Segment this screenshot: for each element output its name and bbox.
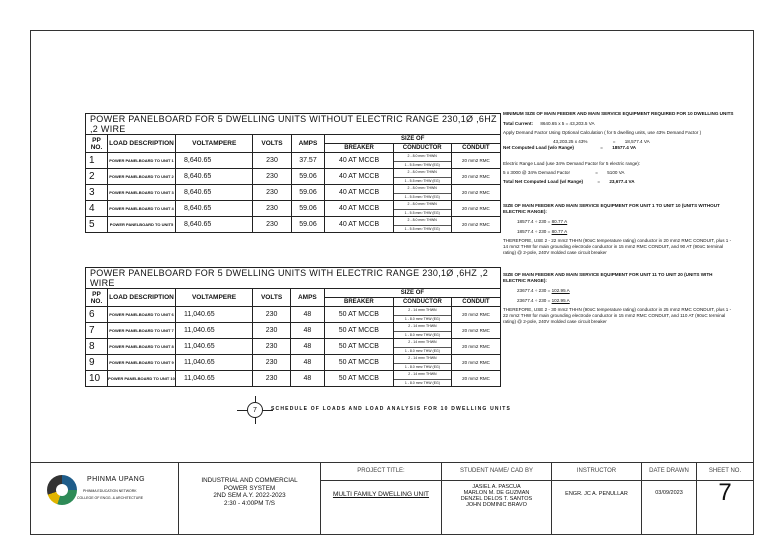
size1-calc: 18577.4 ÷ 230 = xyxy=(517,229,551,234)
breaker-value: 50 AT MCCB xyxy=(324,355,393,371)
voltampere-value: 11,040.65 xyxy=(176,371,253,387)
equals-sign: = xyxy=(595,170,598,175)
sheet-number: 7 xyxy=(718,479,732,506)
volts-value: 230 xyxy=(253,355,291,371)
amps-value: 48 xyxy=(291,323,325,339)
conductor-line: 2 - 14 mm² THWN xyxy=(408,324,437,328)
load-description: POWER PANELBOARD TO UNIT 1 xyxy=(108,153,176,169)
demand-factor-note: Apply Demand Factor Using Optional Calculation ( for 5 dwelling units, use 43% Demand Factor ) xyxy=(503,130,702,135)
volts-value: 230 xyxy=(253,201,291,217)
voltampere-value: 8,640.65 xyxy=(176,185,253,201)
load-description: POWER PANELBOARD TO UNIT 10 xyxy=(108,371,176,387)
amps-value: 48 xyxy=(291,339,325,355)
col-voltampere: VOLTAMPERE xyxy=(176,135,253,153)
conductor-line: 1 - 8.0 mm² THW (EG) xyxy=(394,347,451,355)
table-row xyxy=(86,355,501,371)
conduit-value: 20 mm2 RMC xyxy=(451,217,500,233)
conductor-line: 2 - 8.0 mm² THWN xyxy=(407,218,437,222)
pp-number: 9 xyxy=(86,355,108,371)
size2-calc: 23677.4 ÷ 230 = xyxy=(517,298,551,303)
load-description: POWER PANELBOARD TO UNIT 4 xyxy=(108,201,176,217)
instructor-name: ENGR. JC A. PENULLAR xyxy=(565,491,628,497)
amps-value: 48 xyxy=(291,307,325,323)
col-load-desc: LOAD DESCRIPTION xyxy=(108,289,176,307)
conductor-line: 2 - 14 mm² THWN xyxy=(408,356,437,360)
conduit-value: 20 mm2 RMC xyxy=(451,153,500,169)
conductor-line: 2 - 8.0 mm² THWN xyxy=(407,170,437,174)
total-net-label: Total Net Computed Load (w/ Range) xyxy=(503,179,584,184)
course-line: POWER SYSTEM xyxy=(223,484,276,492)
col-amps: AMPS xyxy=(291,135,325,153)
total-current-label: Total Current: xyxy=(503,121,534,126)
conductor-line: 2 - 14 mm² THWN xyxy=(408,372,437,376)
table-row xyxy=(86,323,501,339)
course-line: 2:30 - 4:00PM T/S xyxy=(224,499,275,507)
breaker-value: 50 AT MCCB xyxy=(324,339,393,355)
conductor-line: 1 - 5.5 mm² THW (EG) xyxy=(394,225,451,233)
drawing-sheet xyxy=(30,30,754,535)
demand-calc: 43,203.25 x 43% xyxy=(553,139,588,144)
amps-value: 37.57 xyxy=(291,153,325,169)
col-volts: VOLTS xyxy=(253,289,291,307)
conduit-value: 20 mm2 RMC xyxy=(451,185,500,201)
amps-value: 59.06 xyxy=(291,201,325,217)
table-row xyxy=(86,339,501,355)
volts-value: 230 xyxy=(253,371,291,387)
col-breaker: BREAKER xyxy=(324,298,393,307)
col-conductor: CONDUCTOR xyxy=(393,144,451,153)
size2-heading: SIZE OF MAIN FEEDER AND MAIN SERVICE EQUIPMENT FOR UNIT 11 TO UNIT 20 (UNITS WITH ELECTRIC RANGE): xyxy=(503,272,713,283)
breaker-value: 40 AT MCCB xyxy=(325,201,393,217)
size2-result: 102.95 A xyxy=(551,288,570,293)
table-row xyxy=(86,169,501,185)
table-row xyxy=(86,371,501,387)
breaker-value: 40 AT MCCB xyxy=(325,153,393,169)
table-row xyxy=(86,185,501,201)
load-description: POWER PANELBOARD TO UNIT 6 xyxy=(108,307,176,323)
load-description: POWER PANELBOARD TO UNIT5 xyxy=(108,217,176,233)
conductor-line: 1 - 8.0 mm² THW (EG) xyxy=(394,363,451,371)
col-voltampere: VOLTAMPERE xyxy=(176,289,253,307)
conductor-value xyxy=(393,355,451,371)
amps-value: 59.06 xyxy=(291,185,325,201)
col-breaker: BREAKER xyxy=(325,144,393,153)
pp-number: 4 xyxy=(86,201,108,217)
voltampere-value: 8,640.65 xyxy=(176,217,253,233)
col-pp-no: PP NO. xyxy=(86,135,108,153)
equals-sign: = xyxy=(597,179,601,184)
range-calc: 5 x 3000 @ 34% Demand Factor xyxy=(503,170,570,175)
conductor-line: 1 - 8.0 mm² THW (EG) xyxy=(394,331,451,339)
load-analysis-notes xyxy=(503,111,735,325)
amps-value: 59.06 xyxy=(291,169,325,185)
col-volts: VOLTS xyxy=(253,135,291,153)
voltampere-value: 11,040.65 xyxy=(176,339,253,355)
size1-result: 80.77 A xyxy=(551,219,568,224)
pp-number: 8 xyxy=(86,339,108,355)
conductor-value xyxy=(393,201,451,217)
size1-calc: 18577.4 ÷ 230 = xyxy=(517,219,551,224)
conductor-value xyxy=(393,307,451,323)
conductor-value xyxy=(393,185,451,201)
course-cell xyxy=(179,463,321,535)
table-row xyxy=(86,153,501,169)
caption-number-bubble: 7 xyxy=(247,402,263,418)
equals-sign: = xyxy=(612,139,616,144)
conduit-value: 20 mm2 RMC xyxy=(451,371,500,387)
voltampere-value: 8,640.65 xyxy=(176,169,253,185)
col-size-of: SIZE OF xyxy=(324,289,500,298)
load-description: POWER PANELBOARD TO UNIT 3 xyxy=(108,185,176,201)
caption-text: SCHEDULE OF LOADS AND LOAD ANALYSIS FOR 10 DWELLING UNITS xyxy=(271,406,512,412)
range-intro: Electric Range Load (use 34% Demand Factor for 5 electric range): xyxy=(503,161,641,166)
voltampere-value: 11,040.65 xyxy=(176,307,253,323)
notes-heading: MINIMUM SIZE OF MAIN FEEDER AND MAIN SERVICE EQUIPMENT REQUIRED FOR 10 DWELLING UNITS xyxy=(503,111,734,116)
breaker-value: 50 AT MCCB xyxy=(324,307,393,323)
panelboard-table-without-range xyxy=(85,113,501,233)
instructor-label: INSTRUCTOR xyxy=(576,468,617,474)
voltampere-value: 8,640.65 xyxy=(176,153,253,169)
date-label: DATE DRAWN xyxy=(649,468,689,474)
sheet-label: SHEET NO. xyxy=(708,468,742,474)
conductor-line: 1 - 8.0 mm² THW (EG) xyxy=(394,315,451,323)
school-sub2: COLLEGE OF ENGG. & ARCHITECTURE xyxy=(77,496,144,500)
pp-number: 6 xyxy=(86,307,108,323)
volts-value: 230 xyxy=(253,169,291,185)
title-block xyxy=(31,462,753,534)
size2-result: 102.95 A xyxy=(551,298,570,303)
school-logo-icon xyxy=(47,475,77,505)
instructor-cell xyxy=(552,463,642,535)
pp-number: 10 xyxy=(86,371,108,387)
breaker-value: 50 AT MCCB xyxy=(324,323,393,339)
conductor-line: 2 - 8.0 mm² THWN xyxy=(407,154,437,158)
volts-value: 230 xyxy=(253,185,291,201)
pp-number: 3 xyxy=(86,185,108,201)
col-size-of: SIZE OF xyxy=(325,135,501,144)
volts-value: 230 xyxy=(253,307,291,323)
project-cell xyxy=(321,463,442,535)
conductor-line: 2 - 8.0 mm² THWN xyxy=(407,202,437,206)
conductor-line: 2 - 14 mm² THWN xyxy=(408,308,437,312)
student-list xyxy=(442,484,551,508)
total-net-value: 23,677.4 VA xyxy=(609,179,635,184)
student-name: MARLON M. DE GUZMAN xyxy=(463,490,530,496)
volts-value: 230 xyxy=(253,339,291,355)
school-sub1: PHINMA EDUCATION NETWORK xyxy=(83,489,137,493)
course-line: INDUSTRIAL AND COMMERCIAL xyxy=(201,477,298,484)
conduit-value: 20 mm2 RMC xyxy=(451,323,500,339)
conductor-value xyxy=(393,339,451,355)
conductor-line: 1 - 5.5 mm² THW (EG) xyxy=(394,177,451,185)
amps-value: 48 xyxy=(291,355,325,371)
school-name: PHINMA UPANG xyxy=(87,476,145,483)
pp-number: 2 xyxy=(86,169,108,185)
demand-result: 18,577.4 VA xyxy=(624,139,650,144)
conduit-value: 20 mm2 RMC xyxy=(451,201,500,217)
volts-value: 230 xyxy=(253,153,291,169)
breaker-value: 40 AT MCCB xyxy=(325,169,393,185)
conductor-line: 1 - 5.5 mm² THW (EG) xyxy=(394,161,451,169)
volts-value: 230 xyxy=(253,217,291,233)
size1-heading: SIZE OF MAIN FEEDER AND MAIN SERVICE EQUIPMENT FOR UNIT 1 TO UNIT 10 (UNITS WITHOUT ELECTRIC RANGE): xyxy=(503,203,720,214)
equals-sign: = xyxy=(600,145,603,150)
student-label: STUDENT NAME/ CAD BY xyxy=(460,468,533,474)
volts-value: 230 xyxy=(253,323,291,339)
panelboard-table-with-range xyxy=(85,267,501,387)
conductor-line: 1 - 8.0 mm² THW (EG) xyxy=(394,379,451,387)
breaker-value: 40 AT MCCB xyxy=(325,185,393,201)
conductor-line: 1 - 5.5 mm² THW (EG) xyxy=(394,209,451,217)
date-value: 03/09/2023 xyxy=(655,490,683,496)
conductor-line: 2 - 14 mm² THWN xyxy=(408,340,437,344)
table-row xyxy=(86,201,501,217)
voltampere-value: 8,640.65 xyxy=(176,201,253,217)
conduit-value: 20 mm2 RMC xyxy=(451,307,500,323)
date-cell xyxy=(642,463,697,535)
col-conduit: CONDUIT xyxy=(451,298,500,307)
conduit-value: 20 mm2 RMC xyxy=(451,339,500,355)
student-name: JOHN DOMINIC BRAVO xyxy=(466,502,527,508)
table-row xyxy=(86,217,501,233)
conductor-value xyxy=(393,169,451,185)
col-pp-no: PP NO. xyxy=(86,289,108,307)
load-description: POWER PANELBOARD TO UNIT 9 xyxy=(108,355,176,371)
conduit-value: 20 mm2 RMC xyxy=(451,169,500,185)
col-conduit: CONDUIT xyxy=(451,144,500,153)
project-label: PROJECT TITLE: xyxy=(357,468,405,474)
conductor-line: 2 - 8.0 mm² THWN xyxy=(407,186,437,190)
student-name: DENZEL DELOS T. SANTOS xyxy=(460,496,533,502)
conductor-value xyxy=(393,371,451,387)
conductor-value xyxy=(393,323,451,339)
net-load-value: 18577.4 VA xyxy=(612,145,637,150)
school-cell xyxy=(31,463,179,535)
project-title: MULTI FAMILY DWELLING UNIT xyxy=(332,491,430,498)
net-load-label: Net Computed Load (w/o Range) xyxy=(503,145,574,150)
amps-value: 59.06 xyxy=(291,217,325,233)
load-description: POWER PANELBOARD TO UNIT 2 xyxy=(108,169,176,185)
load-description: POWER PANELBOARD TO UNIT 8 xyxy=(108,339,176,355)
table-title: POWER PANELBOARD FOR 5 DWELLING UNITS WITH ELECTRIC RANGE 230,1Ø ,6HZ ,2 WIRE xyxy=(86,268,501,289)
size1-therefore: THEREFORE, USE 2 - 22 mm2 THHN (90oC temperature rating) conductor in 20 mm2 RMC CONDUIT, plus 1 - 14 mm2 THW for main grounding electrode conductor in 15 mm2 RMC CONDUIT, and 90 AT (90oC terminal rating) @ 2-pole, 240V molded case circuit breaker xyxy=(503,238,732,255)
col-conductor: CONDUCTOR xyxy=(393,298,451,307)
voltampere-value: 11,040.65 xyxy=(176,323,253,339)
table-row xyxy=(86,307,501,323)
conduit-value: 20 mm2 RMC xyxy=(451,355,500,371)
total-current-value: 8640.65 x 5 = 43,203.5 VA xyxy=(540,121,595,126)
range-value: 5100 VA xyxy=(607,170,625,175)
size1-result: 80.77 A xyxy=(551,229,568,234)
breaker-value: 40 AT MCCB xyxy=(325,217,393,233)
pp-number: 7 xyxy=(86,323,108,339)
col-amps: AMPS xyxy=(291,289,325,307)
amps-value: 48 xyxy=(291,371,325,387)
col-load-desc: LOAD DESCRIPTION xyxy=(108,135,176,153)
pp-number: 5 xyxy=(86,217,108,233)
pp-number: 1 xyxy=(86,153,108,169)
size2-therefore: THEREFORE, USE 2 - 30 mm2 THHN (90oC temperature rating) conductor in 25 mm2 RMC CONDUIT, plus 1 - 22 mm2 THW for main grounding electrode conductor in 15 mm2 RMC CONDUIT, and 110 AT (90oC terminal rating) @ 2-pole, 240V molded case circuit breaker xyxy=(503,307,732,324)
voltampere-value: 11,040.65 xyxy=(176,355,253,371)
student-cell xyxy=(442,463,552,535)
conductor-value xyxy=(393,153,451,169)
student-name: JASIEL A. PASCUA xyxy=(472,484,521,490)
sheet-cell xyxy=(697,463,753,535)
breaker-value: 50 AT MCCB xyxy=(324,371,393,387)
conductor-value xyxy=(393,217,451,233)
conductor-line: 1 - 5.5 mm² THW (EG) xyxy=(394,193,451,201)
table-title: POWER PANELBOARD FOR 5 DWELLING UNITS WITHOUT ELECTRIC RANGE 230,1Ø ,6HZ ,2 WIRE xyxy=(86,114,501,135)
load-description: POWER PANELBOARD TO UNIT 7 xyxy=(108,323,176,339)
size2-calc: 23677.4 ÷ 230 = xyxy=(517,288,551,293)
course-line: 2ND SEM A.Y. 2022-2023 xyxy=(213,492,286,499)
drawing-caption xyxy=(247,402,547,424)
